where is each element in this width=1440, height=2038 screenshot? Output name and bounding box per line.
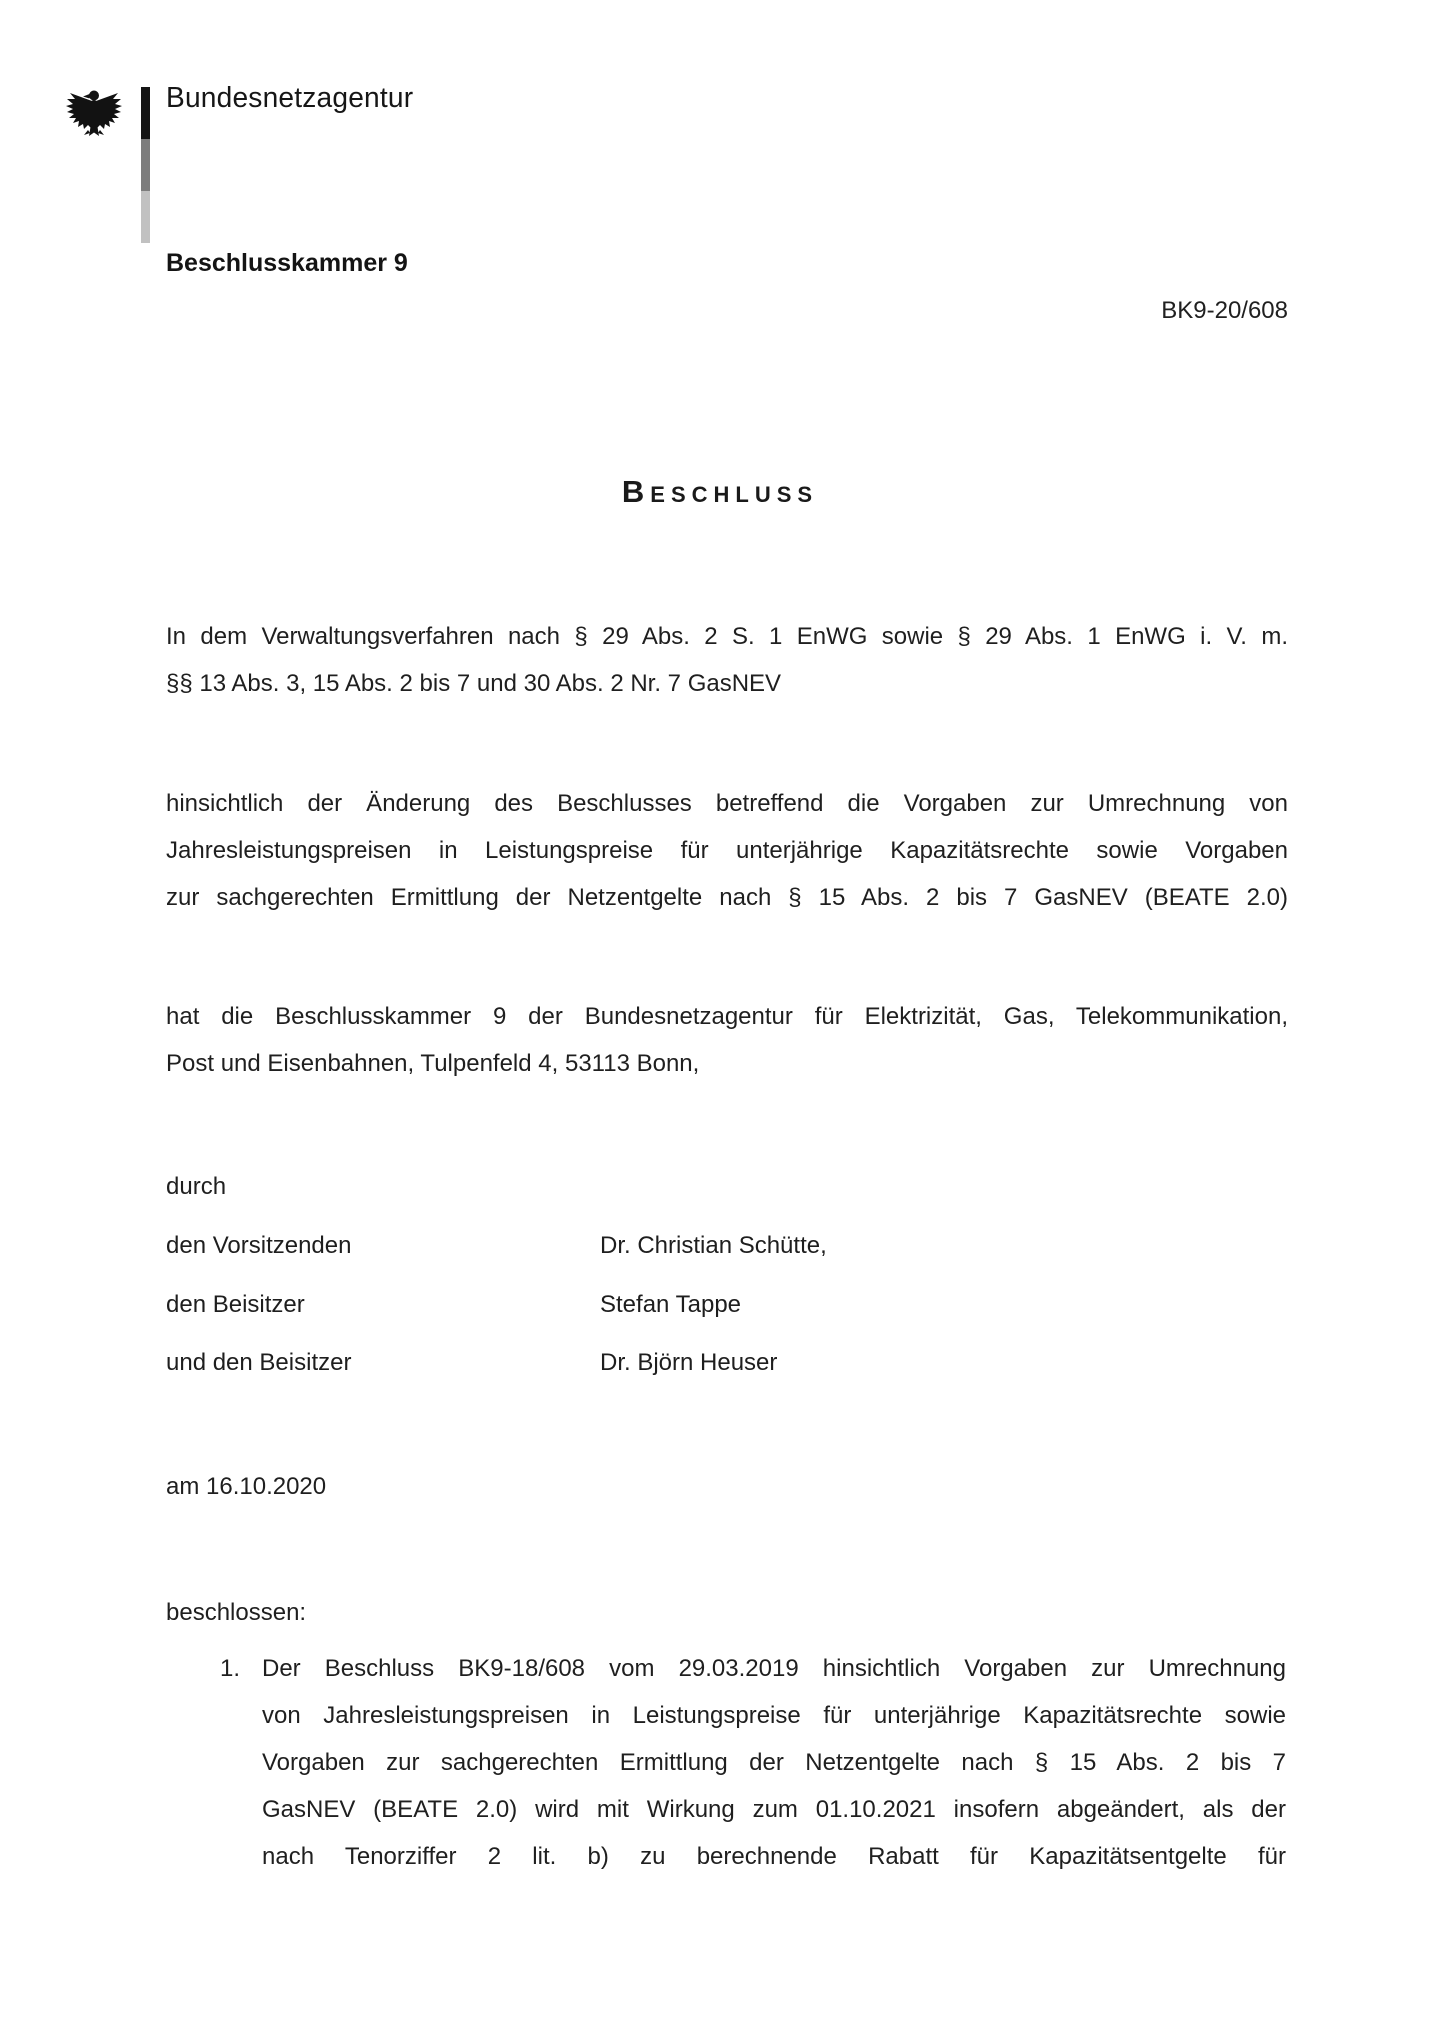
decision-line: von Jahresleistungspreisen in Leistungspreise für unterjährige Kapazitätsrechte sowie: [262, 1702, 1286, 1729]
member-name: Dr. Björn Heuser: [600, 1349, 778, 1376]
subject-line: zur sachgerechten Ermittlung der Netzentgelte nach § 15 Abs. 2 bis 7 GasNEV (BEATE 2.0): [166, 884, 1288, 911]
logo-separator-bar: [141, 87, 150, 243]
decision-line: Der Beschluss BK9-18/608 vom 29.03.2019 hinsichtlich Vorgaben zur Umrechnung: [262, 1655, 1286, 1682]
logo-bar-segment: [141, 191, 150, 243]
decision-line: Vorgaben zur sachgerechten Ermittlung der Netzentgelte nach § 15 Abs. 2 bis 7: [262, 1749, 1286, 1776]
procedure-line: In dem Verwaltungsverfahren nach § 29 Abs. 2 S. 1 EnWG sowie § 29 Abs. 1 EnWG i. V. m.: [166, 623, 1288, 650]
procedure-line: §§ 13 Abs. 3, 15 Abs. 2 bis 7 und 30 Abs. 2 Nr. 7 GasNEV: [166, 670, 782, 697]
panel-intro: durch: [166, 1173, 227, 1200]
decision-item: [220, 1645, 1286, 1880]
decision-lead: beschlossen:: [166, 1599, 307, 1626]
case-number: BK9-20/608: [1161, 297, 1288, 324]
panel-member-row: [166, 1339, 1288, 1386]
subject-paragraph: [166, 780, 1288, 921]
chamber-paragraph: [166, 993, 1288, 1087]
subject-line: hinsichtlich der Änderung des Beschlusses betreffend die Vorgaben zur Umrechnung von: [166, 790, 1288, 817]
chamber-line: Post und Eisenbahnen, Tulpenfeld 4, 53113 Bonn,: [166, 1050, 700, 1077]
decision-body: [262, 1645, 1286, 1880]
member-role: den Beisitzer: [166, 1291, 305, 1318]
decision-date: am 16.10.2020: [166, 1473, 327, 1500]
procedure-paragraph: [166, 613, 1288, 707]
logo-bar-segment: [141, 139, 150, 191]
member-name: Stefan Tappe: [600, 1291, 742, 1318]
decision-line: nach Tenorziffer 2 lit. b) zu berechnende Rabatt für Kapazitätsentgelte für: [262, 1843, 1286, 1870]
member-role: und den Beisitzer: [166, 1349, 352, 1376]
logo-bar-segment: [141, 87, 150, 139]
subject-line: Jahresleistungspreisen in Leistungspreise für unterjährige Kapazitätsrechte sowie Vorgaben: [166, 837, 1288, 864]
panel-member-row: [166, 1281, 1288, 1328]
member-name: Dr. Christian Schütte,: [600, 1232, 827, 1259]
agency-logo: [64, 86, 124, 142]
panel-member-row: [166, 1222, 1288, 1269]
document-title: Beschluss: [621, 474, 819, 509]
federal-eagle-icon: [64, 86, 124, 142]
decision-line: GasNEV (BEATE 2.0) wird mit Wirkung zum 01.10.2021 insofern abgeändert, als der: [262, 1796, 1286, 1823]
chamber-line: hat die Beschlusskammer 9 der Bundesnetzagentur für Elektrizität, Gas, Telekommunikation,: [166, 1003, 1288, 1030]
decision-number: 1.: [220, 1655, 241, 1682]
decision-list: [220, 1645, 1286, 1880]
agency-name: Bundesnetzagentur: [166, 82, 414, 114]
department-label: Beschlusskammer 9: [166, 249, 408, 277]
member-role: den Vorsitzenden: [166, 1232, 352, 1259]
